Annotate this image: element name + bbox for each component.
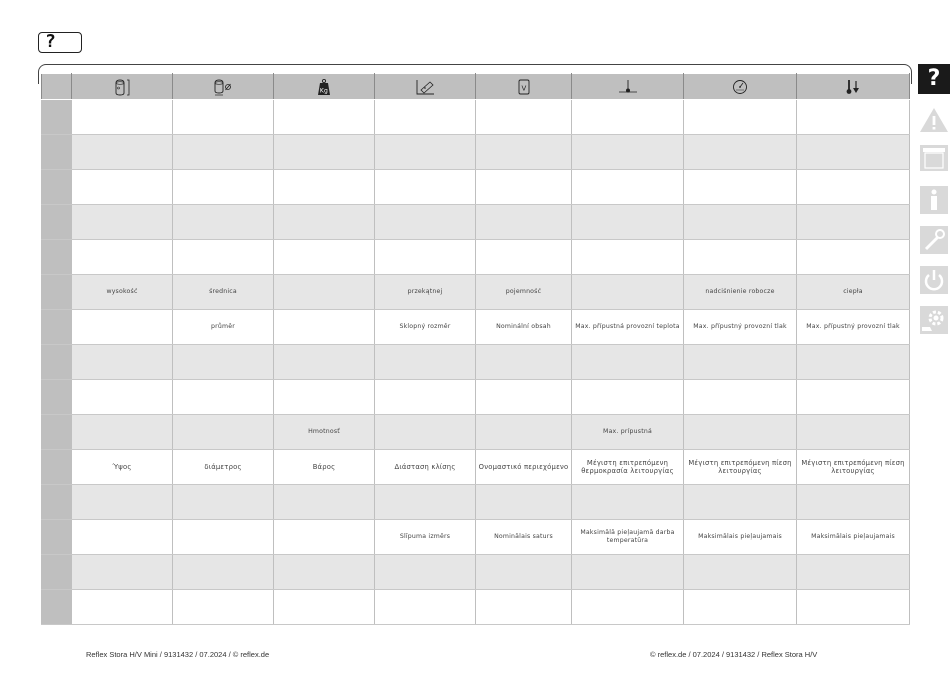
table-row <box>42 345 910 380</box>
table-cell: Max. přípustný provozní tlak <box>797 310 910 345</box>
side-tab-cabinet[interactable] <box>918 143 950 173</box>
table-cell: średnica <box>173 275 274 310</box>
max-pressure-icon <box>731 78 749 96</box>
table-cell: Max. prípustná <box>572 415 684 450</box>
table-cell: Max. přípustná provozní teplota <box>572 310 684 345</box>
weight-kg-icon <box>317 78 331 96</box>
row-stub <box>42 520 72 555</box>
table-cell <box>274 380 375 415</box>
table-cell <box>684 135 797 170</box>
table-cell: pojemność <box>476 275 572 310</box>
table-cell <box>375 380 476 415</box>
table-cell <box>72 100 173 135</box>
table-row <box>42 135 910 170</box>
help-box: ? <box>38 32 82 53</box>
table-cell <box>797 590 910 625</box>
table-cell <box>572 555 684 590</box>
col-temperature-header <box>572 74 684 100</box>
table-cell: διάμετρος <box>173 450 274 485</box>
header-stub <box>42 74 72 100</box>
table-cell <box>274 345 375 380</box>
table-cell <box>72 345 173 380</box>
table-cell <box>274 310 375 345</box>
max-temperature-icon <box>617 78 639 96</box>
power-icon <box>918 265 950 295</box>
table-cell <box>173 520 274 555</box>
table-cell <box>572 135 684 170</box>
table-cell <box>572 100 684 135</box>
side-tab-help[interactable] <box>918 64 950 94</box>
table-cell <box>375 345 476 380</box>
table-cell <box>684 555 797 590</box>
table-cell: Μέγιστη επιτρεπόμενη πίεση λειτουργίας <box>684 450 797 485</box>
table-cell <box>797 100 910 135</box>
table-cell <box>797 380 910 415</box>
table-cell <box>684 240 797 275</box>
table-cell <box>476 415 572 450</box>
table-cell <box>572 345 684 380</box>
tools-icon <box>918 225 950 255</box>
row-stub <box>42 240 72 275</box>
table-cell <box>572 205 684 240</box>
side-tab-warning[interactable] <box>918 105 950 135</box>
table-cell: Maksimālais pieļaujamais <box>684 520 797 555</box>
row-stub <box>42 485 72 520</box>
table-cell <box>684 485 797 520</box>
side-tab-info[interactable] <box>918 185 950 215</box>
table-cell <box>72 240 173 275</box>
table-cell <box>72 590 173 625</box>
table-cell <box>797 205 910 240</box>
table-cell <box>572 380 684 415</box>
table-cell <box>274 275 375 310</box>
table-cell <box>173 555 274 590</box>
table-cell <box>476 135 572 170</box>
table-cell <box>375 485 476 520</box>
table-cell: ciepła <box>797 275 910 310</box>
table-cell <box>72 205 173 240</box>
table-cell <box>173 485 274 520</box>
table-cell <box>72 135 173 170</box>
table-row <box>42 170 910 205</box>
table-cell <box>72 380 173 415</box>
table-row <box>42 485 910 520</box>
row-stub <box>42 590 72 625</box>
table-cell <box>274 520 375 555</box>
table-row <box>42 520 910 555</box>
table-cell: wysokość <box>72 275 173 310</box>
table-cell <box>684 100 797 135</box>
table-cell <box>476 240 572 275</box>
table-cell <box>797 485 910 520</box>
table-cell <box>274 240 375 275</box>
table-cell <box>797 240 910 275</box>
table-cell: Max. přípustný provozní tlak <box>684 310 797 345</box>
col-pressure-header <box>684 74 797 100</box>
col-tilt-header <box>375 74 476 100</box>
table-cell: Slīpuma izmērs <box>375 520 476 555</box>
table-cell <box>476 100 572 135</box>
footer-left: Reflex Stora H/V Mini / 9131432 / 07.2024 / © reflex.de <box>86 650 270 659</box>
side-tab-settings[interactable] <box>918 305 950 335</box>
side-tab-power[interactable] <box>918 265 950 295</box>
table-row <box>42 415 910 450</box>
col-height-header <box>72 74 173 100</box>
table-cell <box>572 485 684 520</box>
table-row <box>42 310 910 345</box>
table-cell <box>173 135 274 170</box>
table-cell: Μέγιστη επιτρεπόμενη πίεση λειτουργίας <box>797 450 910 485</box>
table-cell <box>572 275 684 310</box>
table-cell <box>476 170 572 205</box>
table-cell <box>375 555 476 590</box>
table-cell <box>572 590 684 625</box>
table-cell <box>72 520 173 555</box>
table-cell <box>572 240 684 275</box>
table-cell <box>476 485 572 520</box>
tank-diameter-icon <box>212 78 234 96</box>
table-cell <box>274 555 375 590</box>
weight-kg-label: Kg <box>319 87 329 94</box>
col-volume-header <box>476 74 572 100</box>
row-stub <box>42 345 72 380</box>
table-cell <box>375 205 476 240</box>
row-stub <box>42 310 72 345</box>
tank-height-icon <box>112 78 132 96</box>
row-stub <box>42 415 72 450</box>
table-cell <box>274 170 375 205</box>
table-cell: průměr <box>173 310 274 345</box>
table-row <box>42 555 910 590</box>
table-cell <box>375 135 476 170</box>
table-cell <box>274 100 375 135</box>
side-tab-tools[interactable] <box>918 225 950 255</box>
table-cell <box>797 345 910 380</box>
info-icon <box>918 185 950 215</box>
table-cell <box>173 415 274 450</box>
table-cell <box>72 170 173 205</box>
table-cell <box>173 100 274 135</box>
table-cell <box>797 170 910 205</box>
table-cell <box>375 590 476 625</box>
table-cell: Hmotnosť <box>274 415 375 450</box>
table-cell: Ονομαστικό περιεχόμενο <box>476 450 572 485</box>
table-row <box>42 380 910 415</box>
table-row <box>42 275 910 310</box>
tilt-dimension-icon <box>414 78 436 96</box>
table-cell <box>797 135 910 170</box>
table-cell <box>572 170 684 205</box>
help-icon: ? <box>918 64 950 94</box>
cabinet-icon <box>918 143 950 173</box>
table-cell <box>173 240 274 275</box>
table-row <box>42 100 910 135</box>
table-cell <box>72 415 173 450</box>
table-cell: przekątnej <box>375 275 476 310</box>
col-heat-header <box>797 74 910 100</box>
table-cell: Βάρος <box>274 450 375 485</box>
table-row <box>42 240 910 275</box>
table-cell: nadciśnienie robocze <box>684 275 797 310</box>
table-cell <box>476 345 572 380</box>
table-cell <box>375 100 476 135</box>
table-cell <box>173 345 274 380</box>
table-cell <box>476 590 572 625</box>
table-cell <box>476 380 572 415</box>
warning-icon <box>918 105 950 135</box>
table-cell <box>797 555 910 590</box>
row-stub <box>42 205 72 240</box>
table-cell: Διάσταση κλίσης <box>375 450 476 485</box>
table-cell <box>274 590 375 625</box>
table-cell: Sklopný rozměr <box>375 310 476 345</box>
table-cell <box>476 205 572 240</box>
table-row <box>42 450 910 485</box>
data-table <box>41 73 910 625</box>
table-cell <box>173 590 274 625</box>
row-stub <box>42 555 72 590</box>
table-cell <box>72 485 173 520</box>
table-cell <box>72 310 173 345</box>
row-stub <box>42 380 72 415</box>
table-cell: Nominālais saturs <box>476 520 572 555</box>
heat-pressure-icon <box>843 78 863 96</box>
row-stub <box>42 170 72 205</box>
table-cell: Nominální obsah <box>476 310 572 345</box>
row-stub <box>42 275 72 310</box>
table-cell <box>173 205 274 240</box>
row-stub <box>42 100 72 135</box>
nominal-volume-icon <box>517 78 531 96</box>
table-cell <box>274 485 375 520</box>
table-row <box>42 205 910 240</box>
row-stub <box>42 450 72 485</box>
row-stub <box>42 135 72 170</box>
table-row <box>42 590 910 625</box>
table-cell <box>684 205 797 240</box>
footer-right: © reflex.de / 07.2024 / 9131432 / Reflex Stora H/V <box>650 650 818 659</box>
volume-label: V <box>521 84 526 92</box>
table-cell <box>684 170 797 205</box>
header-row <box>42 74 910 100</box>
table-cell <box>274 135 375 170</box>
table-cell <box>684 590 797 625</box>
table-cell <box>173 170 274 205</box>
table-cell <box>375 170 476 205</box>
table-cell <box>375 240 476 275</box>
table-cell: Μέγιστη επιτρεπόμενη θερμοκρασία λειτουργίας <box>572 450 684 485</box>
table-cell <box>375 415 476 450</box>
settings-gear-icon <box>918 305 950 335</box>
table-cell <box>684 380 797 415</box>
table-cell: Maksimālā pieļaujamā darba temperatūra <box>572 520 684 555</box>
table-cell: Ύψος <box>72 450 173 485</box>
table-cell <box>684 345 797 380</box>
table-cell <box>476 555 572 590</box>
col-diameter-header <box>173 74 274 100</box>
table-cell <box>72 555 173 590</box>
table-cell <box>173 380 274 415</box>
table-cell: Maksimālais pieļaujamais <box>797 520 910 555</box>
table-cell <box>274 205 375 240</box>
table-cell <box>797 415 910 450</box>
col-weight-header <box>274 74 375 100</box>
table-cell <box>684 415 797 450</box>
